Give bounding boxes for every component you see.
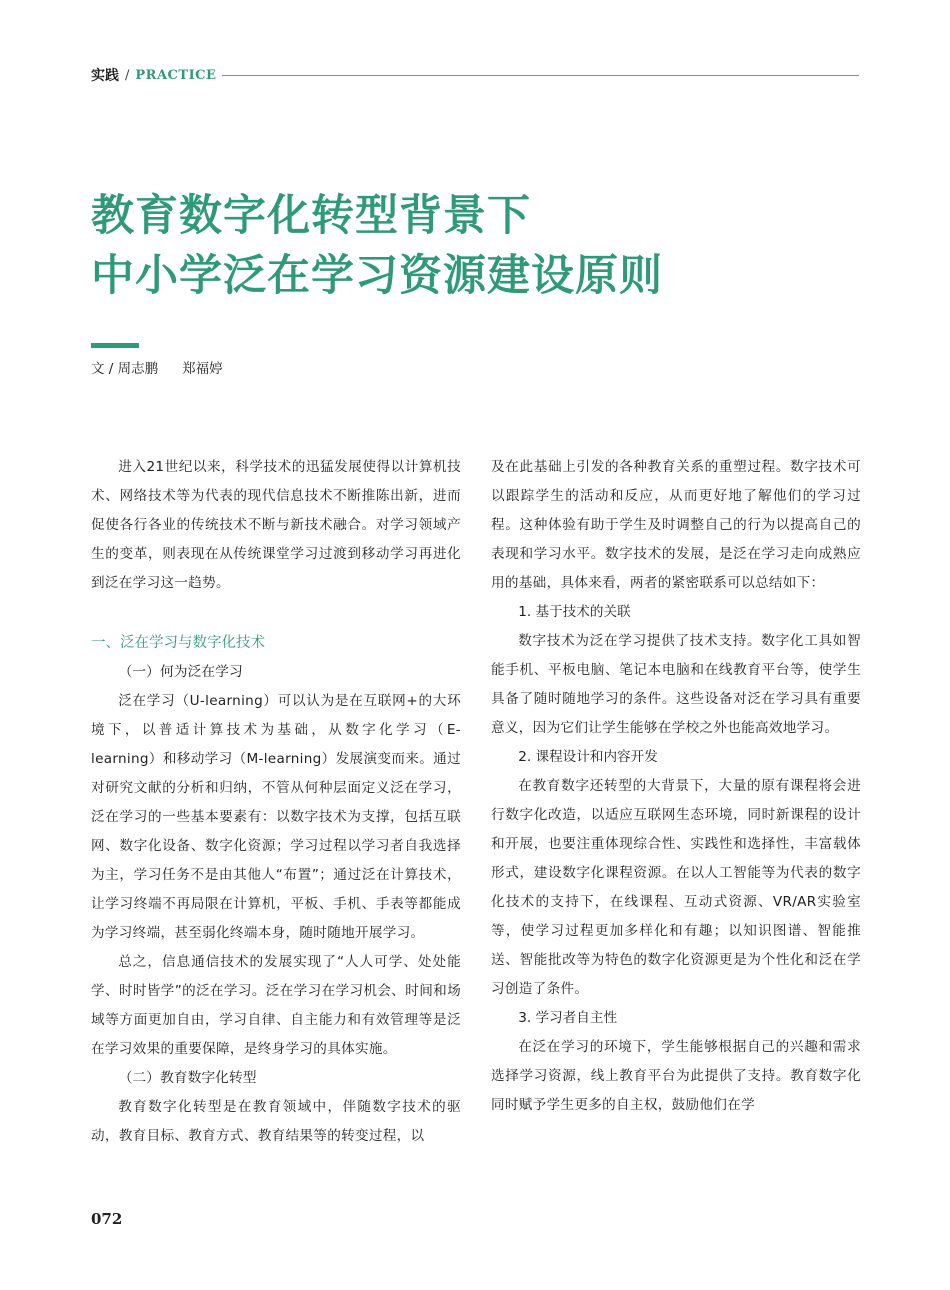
- subsection-heading-1: （一）何为泛在学习: [118, 664, 243, 680]
- byline-author-2: 郑福婷: [182, 361, 223, 377]
- body-paragraph: 教育数字化转型是在教育领域中，伴随数字技术的驱动，教育目标、教育方式、教育结果等的转变过程，以: [91, 1099, 461, 1144]
- page-number: 072: [91, 1210, 123, 1228]
- running-header: [91, 64, 859, 86]
- title-accent-bar: [91, 343, 139, 348]
- title-line-1: 教育数字化转型背景下: [91, 191, 531, 241]
- header-separator: /: [125, 67, 130, 83]
- left-column: [91, 453, 461, 1151]
- section-category-cn: 实践: [91, 68, 119, 84]
- section-heading-1: 一、泛在学习与数字化技术: [91, 635, 265, 651]
- byline-author-1: 文 / 周志鹏: [91, 361, 159, 377]
- body-paragraph: 泛在学习（U-learning）可以认为是在互联网+的大环境下，以普适计算技术为基础，从数字化学习（E-learning）和移动学习（M-learning）发展演变而来。通过对研究文献的分析和归纳，不管从何种层面定义泛在学习，泛在学习的一些基本要素有：以数字技术为支撑，包括互联网、数字化设备、数字化资源；学习过程以学习者自我选择为主，学习任务不是由其他人“布置”；通过泛在计算技术，让学习终端不再局限在计算机，平板、手机、手表等都能成为学习终端，甚至弱化终端本身，随时随地开展学习。: [91, 693, 461, 941]
- header-rule: [222, 75, 859, 76]
- item-heading-3: 3. 学习者自主性: [518, 1010, 618, 1026]
- body-paragraph: 在泛在学习的环境下，学生能够根据自己的兴趣和需求选择学习资源，线上教育平台为此提供了支持。教育数字化同时赋予学生更多的自主权，鼓励他们在学: [491, 1039, 861, 1113]
- article-title: [91, 186, 851, 306]
- subsection-heading-2: （二）教育数字化转型: [118, 1070, 257, 1086]
- title-line-2: 中小学泛在学习资源建设原则: [91, 251, 663, 301]
- body-paragraph: 数字技术为泛在学习提供了技术支持。数字化工具如智能手机、平板电脑、笔记本电脑和在线教育平台等，使学生具备了随时随地学习的条件。这些设备对泛在学习具有重要意义，因为它们让学生能够在学校之外也能高效地学习。: [491, 633, 861, 736]
- item-heading-1: 1. 基于技术的关联: [518, 604, 631, 620]
- body-paragraph: 在教育数字还转型的大背景下，大量的原有课程将会进行数字化改造，以适应互联网生态环境，同时新课程的设计和开展，也要注重体现综合性、实践性和选择性，丰富载体形式，建设数字化课程资源。在以人工智能等为代表的数字化技术的支持下，在线课程、互动式资源、VR/AR实验室等，使学习过程更加多样化和有趣；以知识图谱、智能推送、智能批改等为特色的数字化资源更是为个性化和泛在学习创造了条件。: [491, 778, 861, 997]
- body-paragraph: 及在此基础上引发的各种教育关系的重塑过程。数字技术可以跟踪学生的活动和反应，从而更好地了解他们的学习过程。这种体验有助于学生及时调整自己的行为以提高自己的表现和学习水平。数字技术的发展，是泛在学习走向成熟应用的基础，具体来看，两者的紧密联系可以总结如下：: [491, 459, 861, 591]
- right-column: [491, 453, 861, 1120]
- intro-paragraph: 进入21世纪以来，科学技术的迅猛发展使得以计算机技术、网络技术等为代表的现代信息技术不断推陈出新，进而促使各行各业的传统技术不断与新技术融合。对学习领域产生的变革，则表现在从传统课堂学习过渡到移动学习再进化到泛在学习这一趋势。: [91, 459, 461, 591]
- section-category-en: PRACTICE: [135, 67, 217, 83]
- item-heading-2: 2. 课程设计和内容开发: [518, 749, 658, 765]
- byline: [91, 357, 247, 377]
- body-paragraph: 总之，信息通信技术的发展实现了“人人可学、处处能学、时时皆学”的泛在学习。泛在学习在学习机会、时间和场域等方面更加自由，学习自律、自主能力和有效管理等是泛在学习效果的重要保障，是终身学习的具体实施。: [91, 954, 461, 1057]
